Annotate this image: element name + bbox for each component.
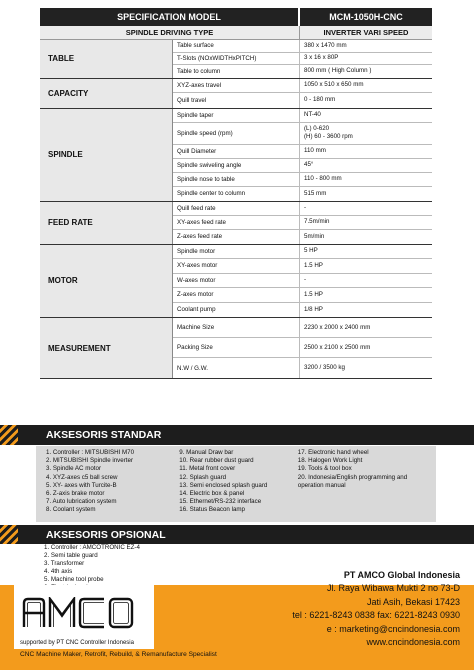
spec-key: XY-axes motor (173, 259, 300, 273)
spec-value: 110 mm (304, 147, 326, 155)
spec-value: 110 - 800 mm (304, 175, 342, 183)
spec-group-label: TABLE (40, 40, 173, 78)
phone-fax: tel : 6221-8243 0838 fax: 6221-8243 0930 (292, 610, 460, 620)
spec-group-label: FEED RATE (40, 202, 173, 244)
spec-value: 3 x 16 x 80P (304, 54, 339, 62)
spec-row (173, 288, 432, 303)
spec-value: 1.5 HP (304, 261, 323, 269)
list-item: 4. 4th axis (44, 568, 73, 575)
spec-value: 1/8 HP (304, 305, 323, 313)
spec-group (40, 318, 432, 379)
spec-row (173, 230, 432, 244)
spec-group-items (173, 79, 432, 108)
list-item: 5. XY- axes with Turcite-B (46, 481, 117, 489)
standard-accessories-list (36, 446, 436, 522)
spec-group-items (173, 202, 432, 244)
spec-group-label: CAPACITY (40, 79, 173, 108)
spec-value: 3200 / 3500 kg (304, 364, 345, 372)
list-item: 2. MITSUBISHI Spindle inverter (46, 457, 133, 465)
list-item: 7. Auto lubrication system (46, 498, 117, 506)
spec-key: Spindle taper (173, 109, 300, 122)
spec-key: Quill feed rate (173, 202, 300, 215)
list-item: 4. XYZ-axes c5 ball screw (46, 473, 118, 481)
spec-key: Spindle nose to table (173, 173, 300, 186)
spec-row (173, 123, 432, 145)
spec-key: XY-axes feed rate (173, 216, 300, 229)
spec-table (40, 8, 432, 379)
spec-group (40, 79, 432, 109)
spec-key: Z-axes feed rate (173, 230, 300, 244)
hazard-stripe (0, 425, 18, 445)
spec-value: 1.5 HP (304, 290, 323, 298)
list-item: 10. Rear rubber dust guard (179, 457, 254, 465)
spec-key: Z-axes motor (173, 288, 300, 302)
spec-row (173, 65, 432, 78)
spec-value: 800 mm ( High Column ) (304, 67, 372, 75)
spec-groups (40, 40, 432, 379)
list-item: 15. Ethernet/RS-232 interface (179, 498, 262, 506)
spec-key: T-Slots (NOxWIDTHxPITCH) (173, 53, 300, 65)
spec-value: 2230 x 2000 x 2400 mm (304, 323, 371, 331)
company-tagline: CNC Machine Maker, Retrofit, Rebuild, & Remanufacture Specialist (20, 651, 217, 658)
spec-row (173, 40, 432, 53)
spec-group (40, 245, 432, 319)
spec-group (40, 40, 432, 79)
list-item: 11. Metal front cover (179, 465, 236, 473)
spec-row (173, 93, 432, 108)
company-contact (292, 568, 460, 650)
list-item: 1. Controller : MITSUBISHI M70 (46, 449, 135, 456)
spec-key: W-axes motor (173, 274, 300, 288)
list-item: operation manual (297, 481, 346, 489)
spec-row (173, 187, 432, 201)
list-item: 2. Semi table guard (44, 552, 98, 559)
spec-header-model-value: MCM-1050H-CNC (329, 12, 403, 22)
spec-row (173, 318, 432, 338)
list-item: 16. Status Beacon lamp (179, 506, 245, 514)
spec-key: Spindle motor (173, 245, 300, 259)
list-item: 6. Z-axis brake motor (46, 490, 105, 498)
spec-key: Quill travel (173, 93, 300, 108)
spec-value: 5m/min (304, 232, 325, 240)
email-link[interactable]: e : marketing@cncindonesia.com (326, 623, 460, 634)
spindle-driving-type-value: INVERTER VARI SPEED (323, 28, 409, 37)
spec-row (173, 159, 432, 173)
spec-key: Quill Diameter (173, 145, 300, 158)
spec-group (40, 109, 432, 202)
list-item: 1. Controller : AMCOTRONIC EZ-4 (44, 544, 140, 551)
spec-row (173, 245, 432, 260)
optional-accessories-band (0, 525, 474, 544)
website-link[interactable]: www.cncindonesia.com (366, 637, 460, 647)
list-item: 5. Machine tool probe (44, 576, 104, 583)
optional-accessories-title: AKSESORIS OPSIONAL (46, 528, 166, 541)
standard-accessories-title: AKSESORIS STANDAR (46, 429, 162, 441)
list-item: 17. Electronic hand wheel (297, 449, 369, 456)
spec-row (173, 145, 432, 159)
spec-row (173, 79, 432, 94)
standard-column-2 (179, 449, 297, 522)
spec-row (173, 53, 432, 66)
spec-value: 0 - 180 mm (304, 96, 336, 104)
address-line-2: Jati Asih, Bekasi 17423 (366, 596, 460, 607)
spec-key: Spindle swiveling angle (173, 159, 300, 172)
spec-key: Packing Size (173, 338, 300, 357)
spec-group-label: MEASUREMENT (40, 318, 173, 378)
company-name: PT AMCO Global Indonesia (343, 570, 460, 580)
spec-key: Coolant pump (173, 303, 300, 318)
spec-row (173, 274, 432, 289)
spec-group-items (173, 245, 432, 318)
spec-row (173, 338, 432, 358)
spec-group-items (173, 109, 432, 201)
spec-key: Spindle center to column (173, 187, 300, 201)
spec-value: 45° (304, 161, 314, 169)
standard-column-1 (46, 449, 179, 522)
spec-value: 515 mm (304, 189, 327, 197)
spec-row (173, 202, 432, 216)
standard-accessories-band (0, 425, 474, 445)
spec-value: 7.5m/min (304, 218, 330, 226)
spec-value: NT-40 (304, 111, 321, 119)
list-item: 12. Splash guard (179, 473, 227, 481)
spec-value: - (304, 276, 307, 284)
amco-logo (20, 597, 135, 629)
address-line-1: Jl. Raya Wibawa Mukti 2 no 73-D (326, 583, 460, 593)
list-item: 9. Manual Draw bar (179, 449, 234, 456)
hazard-stripe (0, 525, 18, 544)
spec-value: (L) 0-620 (H) 60 - 3600 rpm (304, 125, 353, 140)
spec-key: Table to column (173, 65, 300, 78)
spec-value: - (304, 204, 307, 212)
list-item: 13. Semi enclosed splash guard (179, 481, 268, 489)
spec-group-label: SPINDLE (40, 109, 173, 201)
supported-by-text: supported by PT CNC Controller Indonesia (20, 640, 134, 646)
spec-key: Table surface (173, 40, 300, 52)
list-item: 14. Electric box & panel (179, 490, 245, 498)
spec-row (173, 216, 432, 230)
list-item: 3. Transformer (44, 560, 85, 567)
spindle-driving-type-label: SPINDLE DRIVING TYPE (40, 26, 300, 39)
spec-key: Machine Size (173, 318, 300, 337)
standard-column-3 (298, 449, 436, 522)
spec-key: Spindle speed (rpm) (173, 123, 300, 144)
list-item: 20. Indonesia/English programming and (297, 473, 408, 481)
spec-group-label: MOTOR (40, 245, 173, 318)
list-item: 8. Coolant system (46, 506, 96, 514)
spec-row (173, 358, 432, 378)
spec-key: XYZ-axes travel (173, 79, 300, 93)
spec-key: N.W / G.W. (173, 358, 300, 378)
spec-value: 1050 x 510 x 650 mm (304, 81, 364, 89)
list-item: 19. Tools & tool box (297, 465, 352, 473)
spec-row (173, 259, 432, 274)
spec-row (173, 303, 432, 318)
spec-value: 2500 x 2100 x 2500 mm (304, 343, 371, 351)
spec-group-items (173, 318, 432, 378)
spec-subheader-row (40, 26, 432, 40)
spec-value: 5 HP (304, 247, 318, 255)
spec-row (173, 173, 432, 187)
spec-header-model-label: SPECIFICATION MODEL (40, 8, 300, 26)
spec-value: 380 x 1470 mm (304, 41, 347, 49)
spec-header-row (40, 8, 432, 26)
list-item: 18. Halogen Work Light (297, 457, 363, 465)
spec-group-items (173, 40, 432, 78)
spec-row (173, 109, 432, 123)
spec-group (40, 202, 432, 245)
list-item: 3. Spindle AC motor (46, 465, 102, 473)
